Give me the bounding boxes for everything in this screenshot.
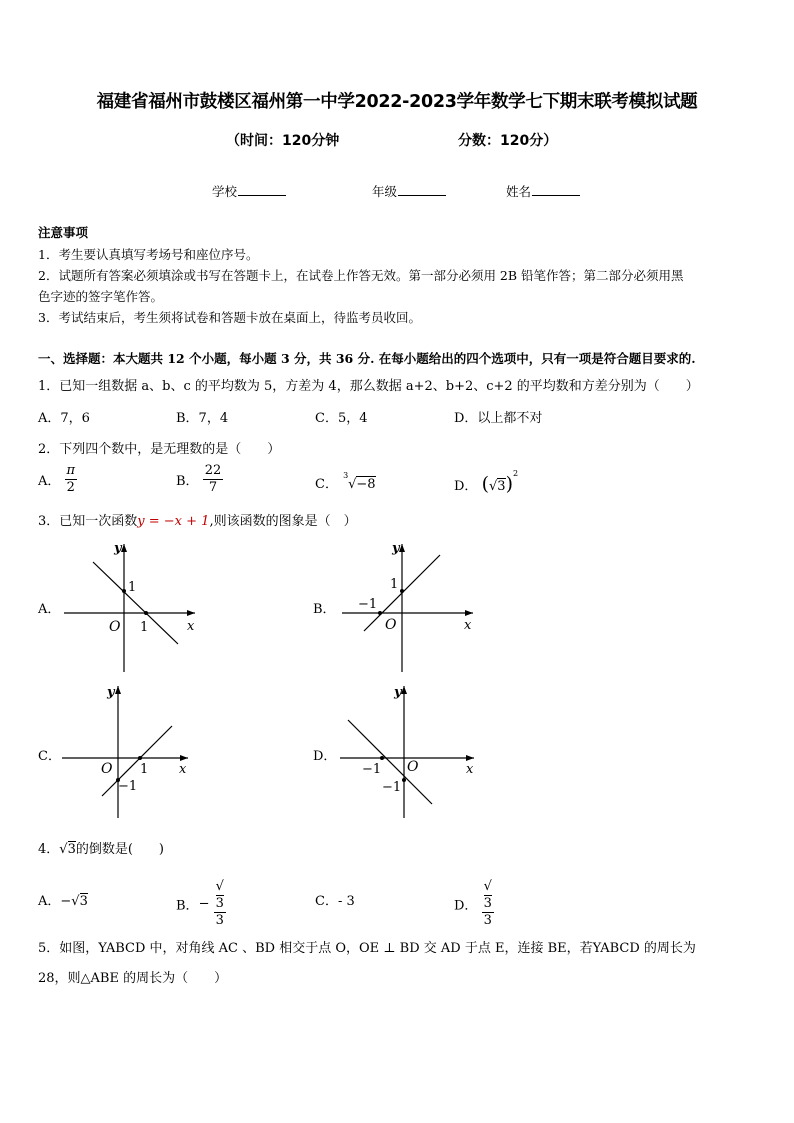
tick-label: 1 [390,577,399,592]
q3-stem: 3．已知一次函数y = −x + 1,则该函数的图象是（ ） [38,514,357,529]
name-field[interactable] [506,182,580,200]
section-heading: 一、选择题：本大题共 12 个小题，每小题 3 分，共 36 分. 在每小题给出的四个选项中，只有一项是符合题目要求的. [38,351,696,366]
q4-option-b: B．− √ 3 3 [176,879,224,928]
q1-option-d: D．以上都不对 [454,411,543,426]
axis-y-label: y [114,541,122,556]
tick-label: −1 [362,762,382,777]
tick-label: −1 [358,597,378,612]
school-field[interactable] [212,182,286,200]
q3-label-d: D． [313,749,337,764]
name-label: 姓名 [506,184,532,199]
tick-label: −1 [382,780,402,795]
q2-option-c: C． 3 √−8 [315,471,376,492]
q5-stem-line1: 5．如图，YABCD 中，对角线 AC 、BD 相交于点 O，OE ⊥ BD 交 AD 于点 E，连接 BE，若YABCD 的周长为 [38,941,696,956]
q3-label-b: B． [313,602,336,617]
q4-option-a: A．−√3 [38,894,88,909]
grade-field[interactable] [372,182,446,200]
graph-b [338,538,478,674]
q1-option-b: B．7，4 [176,411,229,426]
q2-option-b: B． $\frac{22}{7}$ [176,463,222,495]
q1-option-a: A．7，6 [38,411,90,426]
origin-label: O [101,761,113,777]
q5-stem-line2: 28，则△ABE 的周长为（ ） [38,971,228,986]
origin-label: O [385,617,397,633]
notice-heading: 注意事项 [38,225,89,240]
q2-option-d: D． $(√3)^2$ [454,469,519,495]
q2-option-a: A． $\frac{\pi}{2}$ [38,463,76,495]
origin-label: O [407,759,419,775]
q3-formula: y = −x + 1 [137,514,210,529]
tick-label: 1 [140,762,149,777]
axis-y-label: y [107,685,115,700]
q4-option-c: C．- 3 [315,894,355,909]
origin-label: O [109,619,121,635]
q1-option-c: C．5，4 [315,411,368,426]
tick-label: 1 [128,580,137,595]
q2-stem: 2．下列四个数中，是无理数的是（ ） [38,442,281,457]
tick-label: −1 [118,779,138,794]
q3-label-a: A． [38,602,61,617]
notice-item: 1．考生要认真填写考场号和座位序号。 [38,247,259,262]
graph-d [336,680,480,820]
page-title: 福建省福州市鼓楼区福州第一中学2022-2023学年数学七下期末联考模拟试题 [96,92,698,112]
axis-x-label: x [179,762,187,777]
axis-x-label: x [464,618,472,633]
graph-c [58,680,198,820]
axis-y-label: y [392,541,400,556]
q1-stem: 1．已知一组数据 a、b、c 的平均数为 5，方差为 4，那么数据 a+2、b+2、c+2 的平均数和方差分别为（ ） [38,379,699,394]
axis-y-label: y [394,685,402,700]
notice-item: 色字迹的签字笔作答。 [38,289,164,304]
notice-item: 3．考试结束后，考生须将试卷和答题卡放在桌面上，待监考员收回。 [38,310,421,325]
notice-item: 2．试题所有答案必须填涂或书写在答题卡上，在试卷上作答无效。第一部分必须用 2B 铅笔作答；第二部分必须用黑 [38,268,684,283]
q4-stem: 4．√3的倒数是( ) [38,842,165,857]
axis-x-label: x [466,762,474,777]
grade-label: 年级 [372,184,398,199]
axis-x-label: x [187,619,195,634]
q3-label-c: C． [38,749,61,764]
score-label: 分数：120分） [458,133,558,149]
tick-label: 1 [140,620,149,635]
school-label: 学校 [212,184,238,199]
graph-a [60,538,200,674]
q4-option-d: D． √ 3 3 [454,879,492,928]
time-label: （时间：120分钟 [226,133,340,149]
